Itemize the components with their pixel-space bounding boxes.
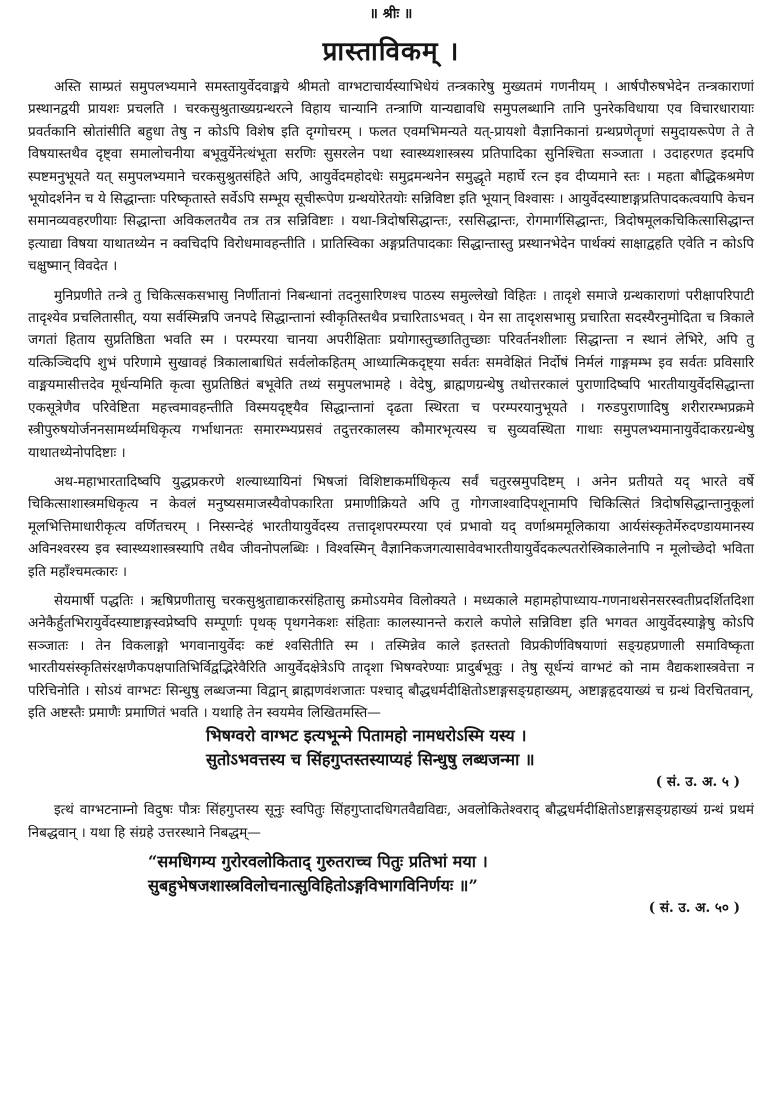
paragraph-2: मुनिप्रणीते तन्त्रे तु चिकित्सकसभासु निर्णीतानां निबन्धानां तदनुसारिणश्च पाठस्य समुल्लेखो विहितः । तादृशे समाजे ग्रन्थकाराणां परीक्षापरिपाटी तादृश्येव प्रचलितासीत्, यया सर्वस्मिन्नपि जनपदे सिद्धान्तानां स्वीकृतिस्तथैव प्रचारिताऽभवत् । येन सा तादृशसभासु प्रचारिता सदस्यैरनुमोदिता च त्रिकाले जगतां हिताय सुप्रतिष्ठिता भवति स्म । परम्परया चानया अपरीक्षिताः प्रयोगास्तुच्छातितुच्छाः परिवर्तनशीलाः सिद्धान्ता न स्थानं लेभिरे, अपि तु यत्किञ्चिदपि शुभं परिणामे सुखावहं त्रिकालाबाधितं सर्वलोकहितम् आध्यात्मिकदृष्ट्या सर्वतः समवेक्षितं निर्दोषं निर्मलं गाङ्गमम्भ इव सर्वतः प्रविसारि वाङ्मयमासीत्तदेव मूर्धन्यमिति कृत्वा सुप्रतिष्ठितं बभूवेति तथ्यं समुपलभामहे । वेदेषु, ब्राह्मणग्रन्थेषु तथोत्तरकालं पुराणादिष्वपि भारतीयायुर्वेदसिद्धान्ता एकसूत्रेणैव परिवेष्टिता महत्त्वमावहन्तीति विस्मयदृष्ट्यैव सिद्धान्तानां दृढता स्थिरता च परम्परयानुभूयते । गरुडपुराणादिषु शरीरारम्भप्रक्रमे स्त्रीपुरुषयोर्जननसामर्थ्यमधिकृत्य गर्भाधानतः समारम्भ्यप्रसवं तदुत्तरकालस्य कौमारभृत्यस्य च सुव्यवस्थिता गाथाः समुपलभ्यमानायुर्वेदाकरग्रन्थेषु याथातथ्येनोपदिष्टाः ।: [28, 287, 754, 461]
verse-2-line-2: सुबहुभेषजशास्त्रविलोचनात्सुविहितोऽङ्गविभागविनिर्णयः ॥”: [148, 876, 478, 896]
verse-1-line-1: भिषग्वरो वाग्भट इत्यभून्मे पितामहो नामधरोऽस्मि यस्य ।: [206, 726, 527, 746]
paragraph-3: अथ-महाभारतादिष्वपि युद्धप्रकरणे शल्याध्यायिनां भिषजां विशिष्टाकर्माधिकृत्य सर्वं चतुरस्रमुपदिष्टम् । अनेन प्रतीयते यद् भारते वर्षे चिकित्साशास्त्रमधिकृत्य न केवलं मनुष्यसमाजस्यैवोपकारिता प्रमाणीक्रियते अपि तु गोगजाश्वादिपशूनामपि चिकित्सितं त्रिदोषसिद्धान्तानुकूलां मूलभित्तिमाधारीकृत्य वर्णितचरम् । निस्सन्देहं भारतीयायुर्वेदस्य तत्तादृशपरम्परया एवं प्रभावो यद् वर्णाश्रममूलिकाया आर्यसंस्कृतेर्मेरुदण्डायमानस्य अविनश्वरस्य इव स्वास्थ्यशास्त्रस्यापि तथैव जीवनोपलब्धिः । विश्वस्मिन् वैज्ञानिकजगत्यासावेवभारतीयायुर्वेदकल्पतरोस्त्रिकालेनापि न मूलोच्छेदो भविता इति महाँश्चमत्कारः ।: [28, 473, 754, 580]
verse-1-line-2: सुतोऽभवत्तस्य च सिंहगुप्तस्तस्याप्यहं सिन्धुषु लब्धजन्मा ॥: [206, 750, 535, 770]
verse-quote-1: [28, 724, 754, 792]
verse-1-reference: ( सं. उ. अ. ५ ): [655, 774, 740, 791]
verse-quote-2: [28, 850, 754, 918]
page-title: प्रास्ताविकम् ।: [322, 37, 460, 67]
paragraph-1: अस्ति साम्प्रतं समुपलभ्यमाने समस्तायुर्वेदवाङ्मये श्रीमतो वाग्भटाचार्यस्याभिधेयं तन्त्रकारेषु मुख्यतमं गणनीयम् । आर्षपौरुषभेदेन तन्त्रकाराणां प्रस्थानद्वयी प्रायशः प्रचलति । चरकसुश्रुताख्यग्रन्थरत्ने विहाय चान्यानि तन्त्राणि यान्यद्यावधि समुपलब्धानि तानि पुनरेकविधाया एव विचारधारायाः प्रवर्तकानि स्रोतांसीति बहुधा तेषु न कोऽपि विशेष इति दृग्गोचरम् । फलत एवमभिमन्यते यत्-प्रायशो वैज्ञानिकानां ग्रन्थप्रणेतॄणां समुदायरूपेण ते ते विषयास्तथैव दृष्ट्वा समालोचनीया बभूवुर्येनेत्थंभूता सरणिः सुसरलेन पथा स्वास्थ्यशास्त्रस्य प्रतिपादिका सुनिश्चिता सञ्जाता । उदाहरणत इदमपि स्पष्टमनुभूयते यत् समुपलभ्यमाने चरकसुश्रुतसंहिते अपि, आयुर्वेदमहोदधेः समुद्रमन्थनेन समुद्धृते महार्घे रत्न इव दीप्यमाने स्तः । महता बौद्धिकश्रमेण भूयोदर्शनेन च ये सिद्धान्ताः परिष्कृतास्ते सर्वेऽपि सम्भूय सूचीरूपेण ग्रन्थयोरेतयोः सन्निविष्टा इति भूयान् विश्वासः । आयुर्वेदस्याष्टाङ्गप्रतिपादकत्वयापि केचन समानव्यवहरणीयाः सिद्धान्ता अविकलतयैव तत्र तत्र सन्निविष्टाः । यथा-त्रिदोषसिद्धान्तः, रससिद्धान्तः, रोगमार्गसिद्धान्तः, त्रिदोषमूलकचिकित्सासिद्धान्त इत्याद्या विषया याथातथ्येन न क्वचिदपि विरोधमावहन्तीति । प्रातिस्विका अङ्गप्रतिपादकाः सिद्धान्तास्तु प्रस्थानभेदेन पार्थक्यं साक्षाद्वहति एवेति न कोऽपि चक्षुष्मान् विवदेत ।: [28, 79, 754, 275]
invocation: ॥ श्रीः ॥: [369, 6, 413, 22]
paragraph-4: सेयमार्षी पद्धतिः । ऋषिप्रणीतासु चरकसुश्रुताद्याकरसंहितासु क्रमोऽयमेव विलोक्यते । मध्यकाले महामहोपाध्याय-गणनाथसेनसरस्वतीप्रदर्शितदिशा अनेकैर्हुतभिरायुर्वेदस्याष्टाङ्गस्वप्नेष्वपि सम्पूर्णाः पृथक् पृथगनेकशः संहिताः कालस्यानन्ते कराले कपोले सन्निविष्टा इति भगवत आयुर्वेदस्याङ्गेषु कोऽपि सञ्जातः । तेन विकलाङ्गो भगवानायुर्वेदः कष्टं श्वसितीति स्म । तस्मिन्नेव काले इतस्ततो विप्रकीर्णविषयाणां सङ्ग्रहप्रणाली समाविष्कृता भारतीयसंस्कृतिसंरक्षणैकपक्षपातिभिर्विद्वद्भिरेवैरिति आयुर्वेदक्षेत्रेऽपि तादृशा भिषग्वरेण्याः प्रादुर्बभूवुः । तेषु सूर्धन्यं वाग्भटं को नाम वैद्यकशास्त्रवेत्ता न परिचिनोति । सोऽयं वाग्भटः सिन्धुषु लब्धजन्मा विद्वान् ब्राह्मणवंशजातः पश्चाद् बौद्धधर्मदीक्षितोऽष्टाङ्गसङ्ग्रहाख्यम्, अष्टाङ्गहृदयाख्यं च ग्रन्थं विरचितवान्, इति अष्टस्तैः प्रमाणैः प्रमाणितं भवति । यथाहि तेन स्वयमेव लिखितमस्ति—: [28, 592, 754, 721]
closing-paragraph: इत्थं वाग्भटनाम्नो विदुषः पौत्रः सिंहगुप्तस्य सूनुः स्वपितुः सिंहगुप्तादधिगतवैद्यविद्यः, अवलोकितेश्वराद् बौद्धधर्मदीक्षितोऽष्टाङ्गसङ्ग्रहाख्यं ग्रन्थं प्रथमं निबद्धवान् । यथा हि संग्रहे उत्तरस्थाने निबद्धम्—: [28, 802, 754, 841]
verse-2-line-1: “समधिगम्य गुरोरवलोकिताद् गुरुतराच्च पितुः प्रतिभां मया ।: [148, 852, 488, 872]
verse-2-reference: ( सं. उ. अ. ५० ): [648, 900, 740, 917]
